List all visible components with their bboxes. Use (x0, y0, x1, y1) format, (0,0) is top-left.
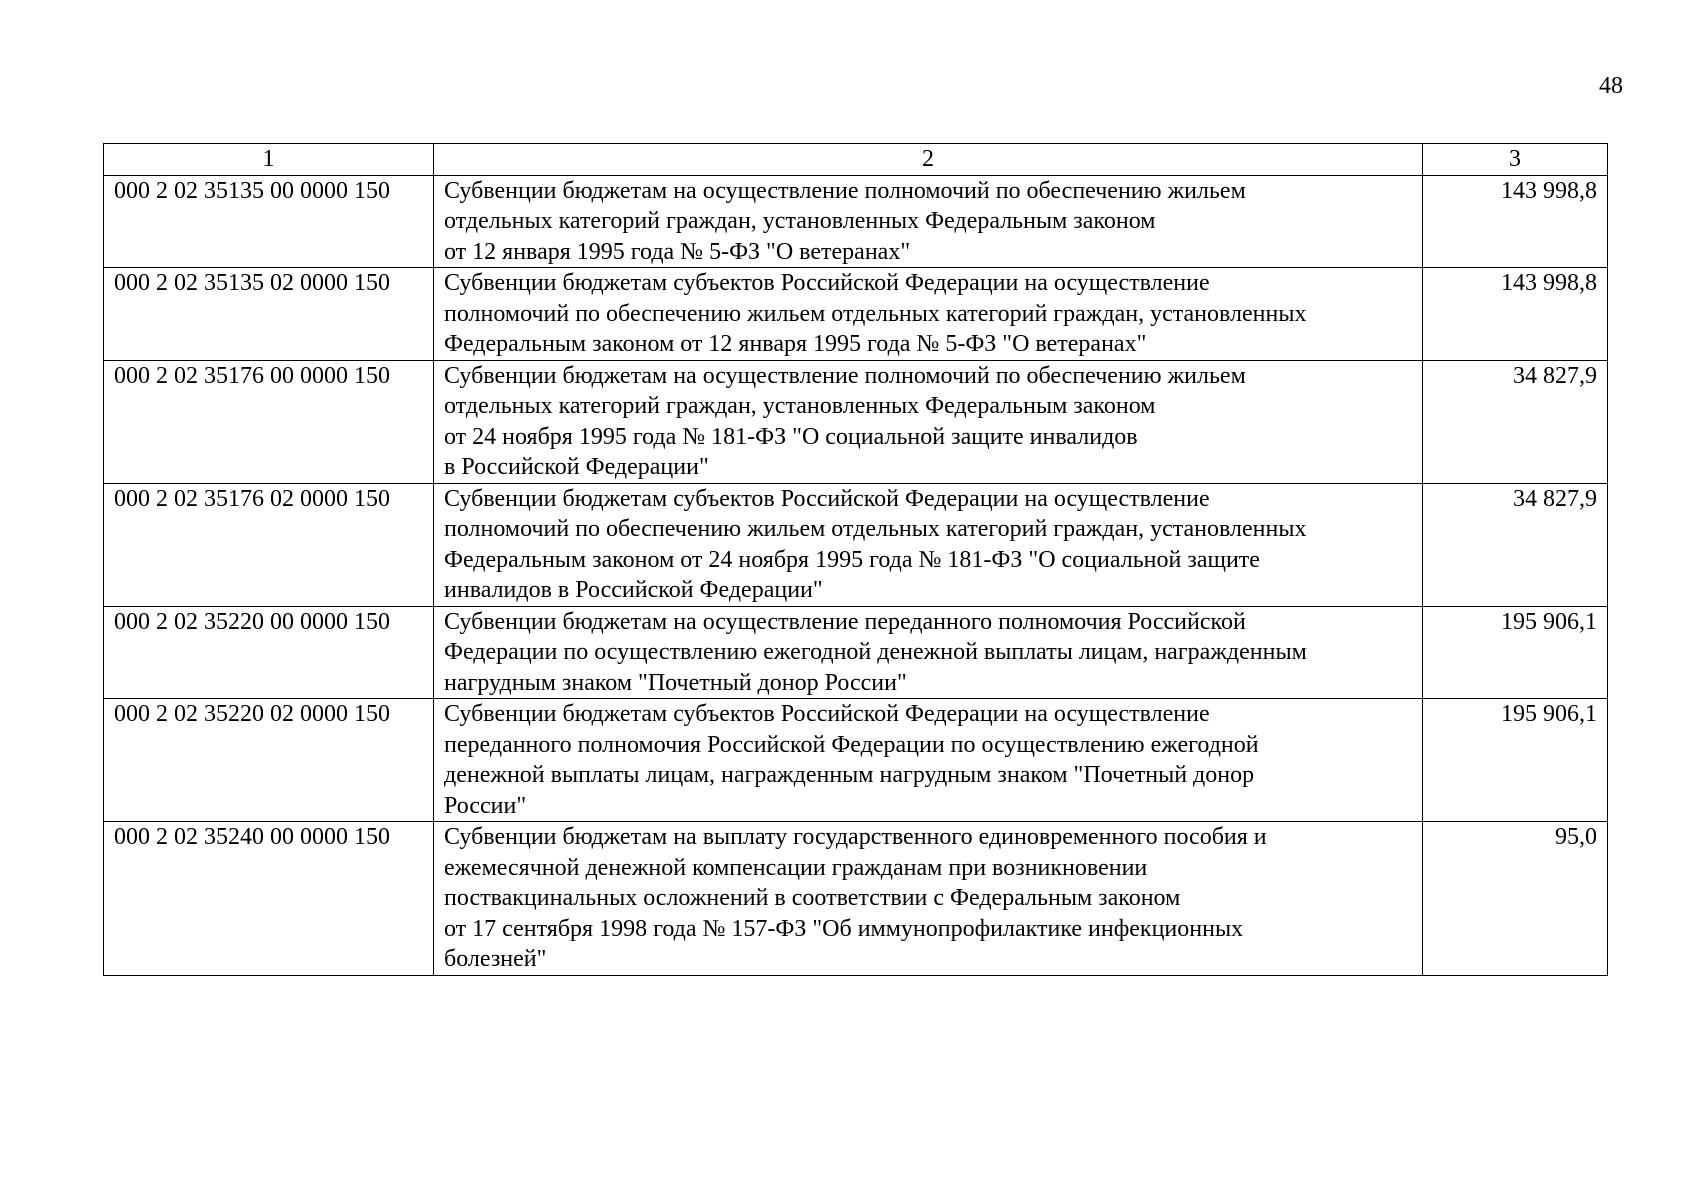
table-row (104, 483, 1608, 606)
description-cell: Субвенции бюджетам на выплату государственного единовременного пособия и ежемесячной денежной компенсации гражданам при возникновении поствакцинальных осложнений в соответствии с Федеральным законом от 17 сентября 1998 года № 157-ФЗ "Об иммунопрофилактике инфекционных болезней" (434, 822, 1423, 976)
budget-code-cell: 000 2 02 35135 00 0000 150 (104, 175, 434, 268)
amount-cell: 34 827,9 (1423, 360, 1608, 483)
table-row (104, 822, 1608, 976)
budget-code-cell: 000 2 02 35135 02 0000 150 (104, 268, 434, 361)
amount-cell: 195 906,1 (1423, 606, 1608, 699)
description-cell: Субвенции бюджетам на осуществление переданного полномочия Российской Федерации по осуществлению ежегодной денежной выплаты лицам, награжденным нагрудным знаком "Почетный донор России" (434, 606, 1423, 699)
table-header-row (104, 144, 1608, 176)
budget-code-cell: 000 2 02 35240 00 0000 150 (104, 822, 434, 976)
description-cell: Субвенции бюджетам субъектов Российской Федерации на осуществление полномочий по обеспечению жильем отдельных категорий граждан, установленных Федеральным законом от 24 ноября 1995 года № 181-ФЗ "О социальной защите инвалидов в Российской Федерации" (434, 483, 1423, 606)
column-header-amount: 3 (1423, 144, 1608, 176)
budget-code-cell: 000 2 02 35176 00 0000 150 (104, 360, 434, 483)
amount-cell: 195 906,1 (1423, 699, 1608, 822)
description-cell: Субвенции бюджетам субъектов Российской Федерации на осуществление полномочий по обеспечению жильем отдельных категорий граждан, установленных Федеральным законом от 12 января 1995 года № 5-ФЗ "О ветеранах" (434, 268, 1423, 361)
table-row (104, 360, 1608, 483)
page-number: 48 (1599, 73, 1623, 99)
budget-code-cell: 000 2 02 35220 00 0000 150 (104, 606, 434, 699)
amount-cell: 34 827,9 (1423, 483, 1608, 606)
budget-code-cell: 000 2 02 35220 02 0000 150 (104, 699, 434, 822)
budget-code-cell: 000 2 02 35176 02 0000 150 (104, 483, 434, 606)
column-header-code: 1 (104, 144, 434, 176)
amount-cell: 95,0 (1423, 822, 1608, 976)
description-cell: Субвенции бюджетам на осуществление полномочий по обеспечению жильем отдельных категорий граждан, установленных Федеральным законом от 12 января 1995 года № 5-ФЗ "О ветеранах" (434, 175, 1423, 268)
column-header-name: 2 (434, 144, 1423, 176)
table-row (104, 606, 1608, 699)
description-cell: Субвенции бюджетам субъектов Российской Федерации на осуществление переданного полномочия Российской Федерации по осуществлению ежегодной денежной выплаты лицам, награжденным нагрудным знаком "Почетный донор России" (434, 699, 1423, 822)
table-row (104, 175, 1608, 268)
table-row (104, 699, 1608, 822)
table-row (104, 268, 1608, 361)
amount-cell: 143 998,8 (1423, 268, 1608, 361)
description-cell: Субвенции бюджетам на осуществление полномочий по обеспечению жильем отдельных категорий граждан, установленных Федеральным законом от 24 ноября 1995 года № 181-ФЗ "О социальной защите инвалидов в Российской Федерации" (434, 360, 1423, 483)
budget-table (103, 143, 1608, 976)
amount-cell: 143 998,8 (1423, 175, 1608, 268)
